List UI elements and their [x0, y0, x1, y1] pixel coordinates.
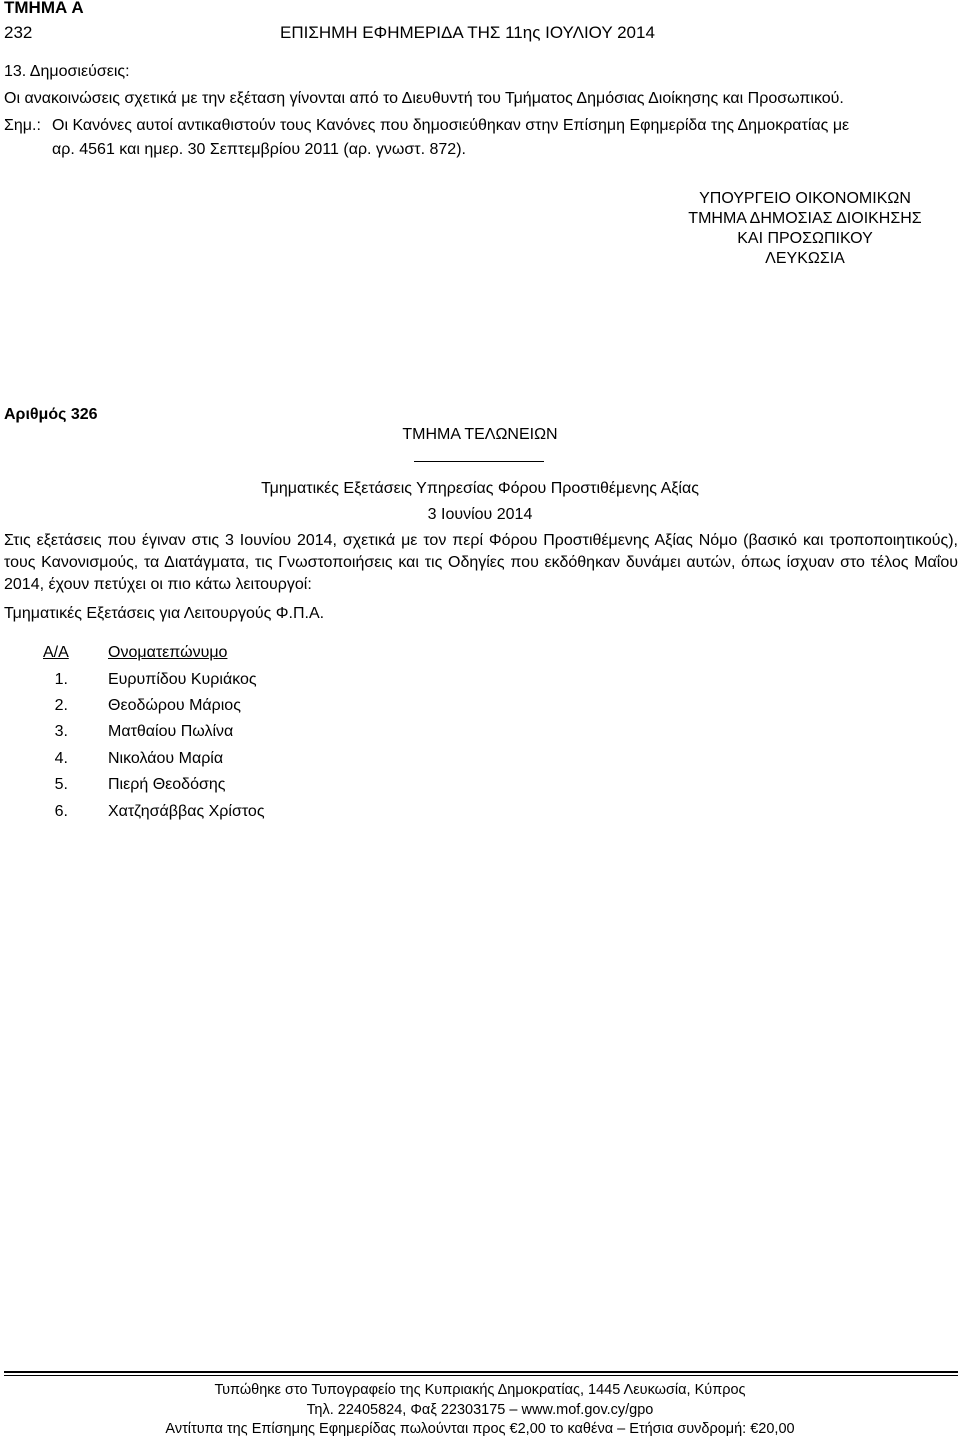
- title-divider: [414, 461, 544, 462]
- signature-line-3: ΚΑΙ ΠΡΟΣΩΠΙΚΟΥ: [737, 230, 873, 247]
- notice-number: Αριθμός 326: [4, 406, 98, 423]
- footer-rule-thin: [4, 1375, 958, 1376]
- exam-subheading: Τμηματικές Εξετάσεις για Λειτουργούς Φ.Π.Α.: [4, 605, 325, 622]
- list-item-number: 4.: [54, 750, 68, 767]
- signature-block: [660, 189, 950, 269]
- notice-title: Τμηματικές Εξετάσεις Υπηρεσίας Φόρου Προστιθέμενης Αξίας: [261, 480, 699, 497]
- list-item-name: Χατζησάββας Χρίστος: [108, 803, 265, 820]
- gazette-title: ΕΠΙΣΗΜΗ ΕΦΗΜΕΡΙΔΑ ΤΗΣ 11ης ΙΟΥΛΙΟΥ 2014: [280, 23, 655, 42]
- footer-rule-thick: [4, 1371, 958, 1373]
- prev-notice-text: Οι ανακοινώσεις σχετικά με την εξέταση γίνονται από το Διευθυντή του Τμήματος Δημόσιας Διοίκησης και Προσωπικού.: [4, 90, 844, 107]
- footer-contact: Τηλ. 22405824, Φαξ 22303175 – www.mof.gov.cy/gpo: [306, 1402, 654, 1418]
- column-header-number: Α/Α: [43, 644, 69, 661]
- department-name: ΤΜΗΜΑ ΤΕΛΩΝΕΙΩΝ: [402, 426, 558, 443]
- footer-printer: Τυπώθηκε στο Τυπογραφείο της Κυπριακής Δημοκρατίας, 1445 Λευκωσία, Κύπρος: [214, 1382, 746, 1398]
- note-label: Σημ.:: [4, 117, 41, 134]
- list-item-name: Ματθαίου Πωλίνα: [108, 723, 234, 740]
- note-line-2: αρ. 4561 και ημερ. 30 Σεπτεμβρίου 2011 (αρ. γνωστ. 872).: [52, 141, 466, 158]
- list-item-number: 5.: [54, 776, 68, 793]
- list-item-name: Ευρυπίδου Κυριάκος: [108, 671, 257, 688]
- column-header-name: Ονοματεπώνυμο: [108, 644, 228, 661]
- note-line-1: Οι Κανόνες αυτοί αντικαθιστούν τους Κανόνες που δημοσιεύθηκαν στην Επίσημη Εφημερίδα της Δημοκρατίας με: [52, 117, 850, 134]
- notice-body: Στις εξετάσεις που έγιναν στις 3 Ιουνίου 2014, σχετικά με τον περί Φόρου Προστιθέμενης Αξίας Νόμο (βασικό και τροποποιητικούς), τους Κανονισμούς, τα Διατάγματα, τις Γνωστοποιήσεις και τις Οδηγίες που εκδόθηκαν δυνάμει αυτών, όπως ίσχυαν στο τέλος Μαΐου 2014, έχουν πετύχει οι πιο κάτω λειτουργοί:: [4, 532, 958, 593]
- section-label: ΤΜΗΜΑ Α: [4, 0, 84, 17]
- signature-line-1: ΥΠΟΥΡΓΕΙΟ ΟΙΚΟΝΟΜΙΚΩΝ: [699, 190, 911, 207]
- list-item-name: Θεοδώρου Μάριος: [108, 697, 241, 714]
- page-number: 232: [4, 23, 33, 42]
- signature-line-2: ΤΜΗΜΑ ΔΗΜΟΣΙΑΣ ΔΙΟΙΚΗΣΗΣ: [688, 210, 922, 227]
- list-item-number: 6.: [54, 803, 68, 820]
- footer-prices: Αντίτυπα της Επίσημης Εφημερίδας πωλούνται προς €2,00 το καθένα – Ετήσια συνδρομή: €20,00: [165, 1421, 795, 1437]
- list-item-number: 2.: [54, 697, 68, 714]
- signature-line-4: ΛΕΥΚΩΣΙΑ: [765, 250, 845, 267]
- list-item-name: Πιερή Θεοδόσης: [108, 776, 226, 793]
- list-item-name: Νικολάου Μαρία: [108, 750, 224, 767]
- prev-item-heading: 13. Δημοσιεύσεις:: [4, 63, 130, 80]
- list-item-number: 1.: [54, 671, 68, 688]
- notice-date: 3 Ιουνίου 2014: [427, 506, 533, 523]
- list-item-number: 3.: [54, 723, 68, 740]
